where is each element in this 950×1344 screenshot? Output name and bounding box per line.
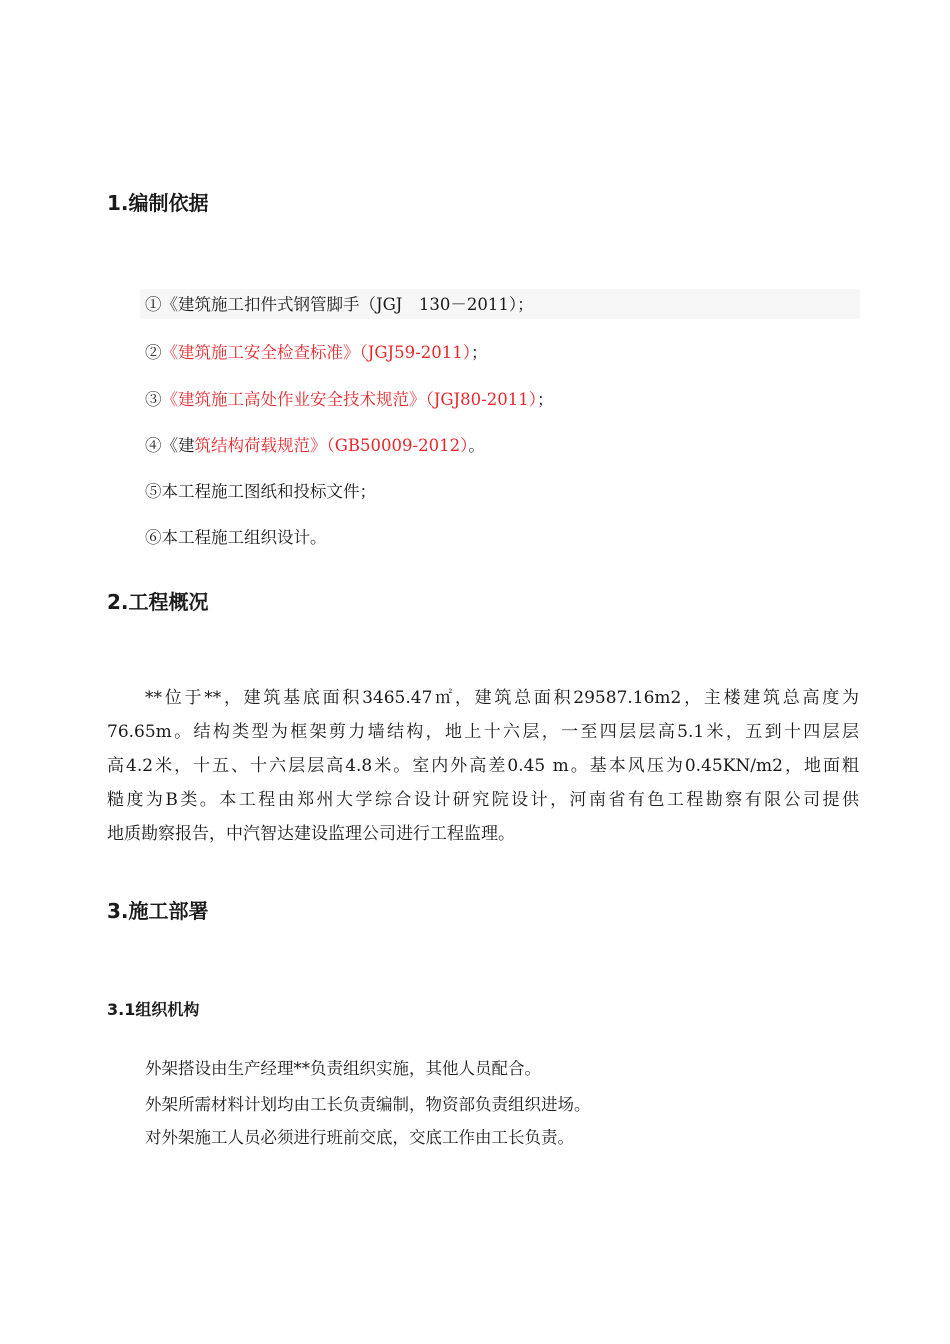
overview-line-5: 地质勘察报告，中汽智达建设监理公司进行工程监理。	[107, 824, 515, 844]
reference-item-4	[145, 435, 485, 457]
organization-line-1: 外架搭设由生产经理**负责组织实施，其他人员配合。	[145, 1059, 541, 1078]
section-1-heading: 1.编制依据	[107, 191, 209, 215]
reference-item-1	[145, 294, 534, 316]
reference-item-4-marker: ④《建	[145, 436, 195, 455]
section-2-heading: 2.工程概况	[107, 590, 209, 614]
reference-item-3-marker: ③	[145, 390, 162, 409]
reference-item-3-title: 《建筑施工高处作业安全技术规范》（JGJ80-2011）	[161, 390, 537, 409]
reference-item-4-title: 筑结构荷载规范》（GB50009-2012）	[194, 436, 469, 455]
reference-item-2-suffix: ；	[470, 343, 488, 362]
section-3-heading: 3.施工部署	[107, 899, 209, 923]
overview-line-3: 高4.2米，十五、十六层层高4.8米。室内外高差0.45 m。基本风压为0.45KN/m2，地面粗	[107, 756, 859, 776]
overview-line-4: 糙度为B类。本工程由郑州大学综合设计研究院设计，河南省有色工程勘察有限公司提供	[107, 790, 859, 810]
reference-item-1-text: ①《建筑施工扣件式钢管脚手（JGJ 130－2011）；	[145, 295, 534, 314]
organization-line-2: 外架所需材料计划均由工长负责编制，物资部负责组织进场。	[145, 1095, 591, 1114]
reference-item-5	[145, 481, 376, 503]
reference-item-3	[145, 389, 553, 411]
subsection-3-1-heading: 3.1组织机构	[107, 1000, 200, 1019]
reference-item-2-title: 《建筑施工安全检查标准》（JGJ59-2011）	[161, 343, 471, 362]
reference-item-6-text: ⑥本工程施工组织设计。	[145, 528, 327, 547]
overview-line-1: **位于**，建筑基底面积3465.47㎡，建筑总面积29587.16m2，主楼建筑总高度为	[145, 688, 859, 708]
reference-item-6	[145, 527, 327, 549]
reference-item-2-marker: ②	[145, 343, 162, 362]
reference-item-4-suffix: 。	[468, 436, 485, 455]
reference-item-2	[145, 342, 487, 364]
reference-item-3-suffix: ；	[536, 390, 554, 409]
overview-line-2: 76.65m。结构类型为框架剪力墙结构，地上十六层，一至四层层高5.1米，五到十四层层	[107, 722, 859, 742]
reference-item-5-text: ⑤本工程施工图纸和投标文件；	[145, 482, 376, 501]
project-overview-paragraph	[107, 681, 859, 851]
organization-line-3: 对外架施工人员必须进行班前交底，交底工作由工长负责。	[145, 1128, 574, 1147]
